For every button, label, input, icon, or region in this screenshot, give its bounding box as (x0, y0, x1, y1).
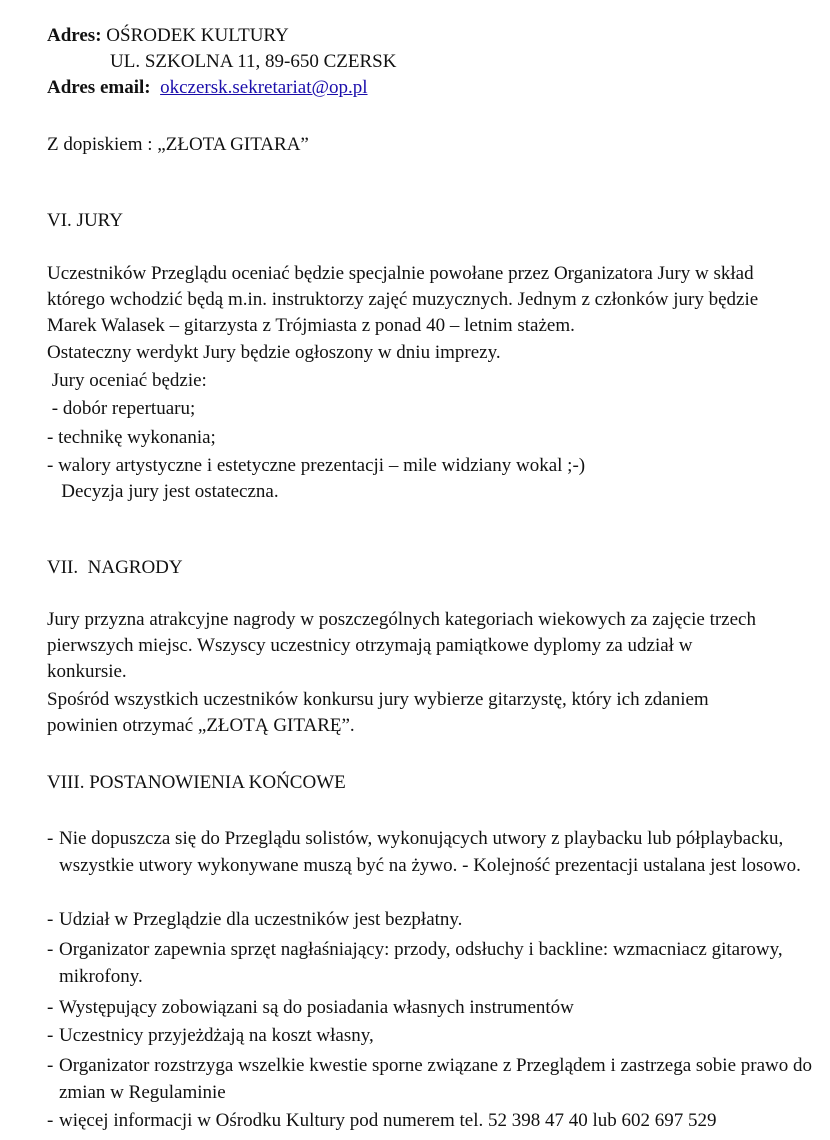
jury-criteria-intro: Jury oceniać będzie: (47, 370, 207, 391)
list-item-text: Występujący zobowiązani są do posiadania własnych instrumentów (59, 997, 574, 1018)
prizes-paragraph-line: Jury przyzna atrakcyjne nagrody w poszczególnych kategoriach wiekowych za zajęcie trzech (47, 609, 756, 630)
note-line: Z dopiskiem : „ZŁOTA GITARA” (47, 134, 309, 155)
email-link[interactable]: okczersk.sekretariat@op.pl (160, 77, 368, 98)
address-name: OŚRODEK KULTURY (106, 25, 289, 46)
jury-criterion: - technikę wykonania; (47, 427, 216, 448)
address-email-line (47, 76, 368, 100)
prizes-paragraph-line: pierwszych miejsc. Wszyscy uczestnicy otrzymają pamiątkowe dyplomy za udział w (47, 635, 693, 656)
final-list-item (47, 907, 817, 934)
jury-paragraph-line: którego wchodzić będą m.in. instruktorzy zajęć muzycznych. Jednym z członków jury będzie (47, 289, 759, 310)
final-list-item (47, 826, 817, 879)
list-dash: - (47, 1055, 54, 1076)
list-dash: - (47, 828, 54, 849)
prizes-paragraph-line: Spośród wszystkich uczestników konkursu jury wybierze gitarzystę, który ich zdaniem (47, 689, 709, 710)
list-dash: - (47, 1025, 54, 1046)
list-item-text: Nie dopuszcza się do Przeglądu solistów, wykonujących utwory z playbacku lub półplaybacku, wszystkie utwory wykonywane muszą być na żywo. - Kolejność prezentacji ustalana jest losowo. (59, 828, 801, 876)
email-label: Adres email: (47, 77, 151, 98)
list-dash: - (47, 997, 54, 1018)
final-list-item (47, 995, 817, 1022)
final-list-item (47, 1108, 817, 1135)
jury-verdict: Ostateczny werdykt Jury będzie ogłoszony w dniu imprezy. (47, 342, 501, 363)
final-list-item (47, 1053, 817, 1106)
list-item-text: Organizator rozstrzyga wszelkie kwestie sporne związane z Przeglądem i zastrzega sobie prawo do zmian w Regulaminie (59, 1055, 812, 1103)
list-item-text: Organizator zapewnia sprzęt nagłaśniający: przody, odsłuchy i backline: wzmacniacz gitarowy, mikrofony. (59, 939, 783, 987)
jury-paragraph-line: Marek Walasek – gitarzysta z Trójmiasta z ponad 40 – letnim stażem. (47, 315, 575, 336)
prizes-paragraph-line: powinien otrzymać „ZŁOTĄ GITARĘ”. (47, 715, 355, 736)
final-list-item (47, 1023, 817, 1050)
address-line-1 (47, 24, 289, 48)
jury-paragraph-line: Uczestników Przeglądu oceniać będzie specjalnie powołane przez Organizatora Jury w skład (47, 263, 754, 284)
jury-criterion: - dobór repertuaru; (47, 398, 196, 419)
list-item-text: Uczestnicy przyjeżdżają na koszt własny, (59, 1025, 374, 1046)
final-heading: VIII. POSTANOWIENIA KOŃCOWE (47, 772, 346, 793)
list-item-text: więcej informacji w Ośrodku Kultury pod numerem tel. 52 398 47 40 lub 602 697 529 (59, 1110, 717, 1131)
prizes-heading: VII. NAGRODY (47, 557, 183, 578)
jury-heading: VI. JURY (47, 210, 124, 231)
prizes-paragraph-line: konkursie. (47, 661, 127, 682)
address-label: Adres: (47, 25, 102, 46)
final-list-item (47, 937, 817, 990)
list-dash: - (47, 939, 54, 960)
address-street: UL. SZKOLNA 11, 89-650 CZERSK (110, 51, 397, 72)
jury-decision: Decyzja jury jest ostateczna. (47, 481, 279, 502)
list-dash: - (47, 909, 54, 930)
jury-criterion: - walory artystyczne i estetyczne prezentacji – mile widziany wokal ;-) (47, 455, 586, 476)
list-item-text: Udział w Przeglądzie dla uczestników jest bezpłatny. (59, 909, 463, 930)
list-dash: - (47, 1110, 54, 1131)
